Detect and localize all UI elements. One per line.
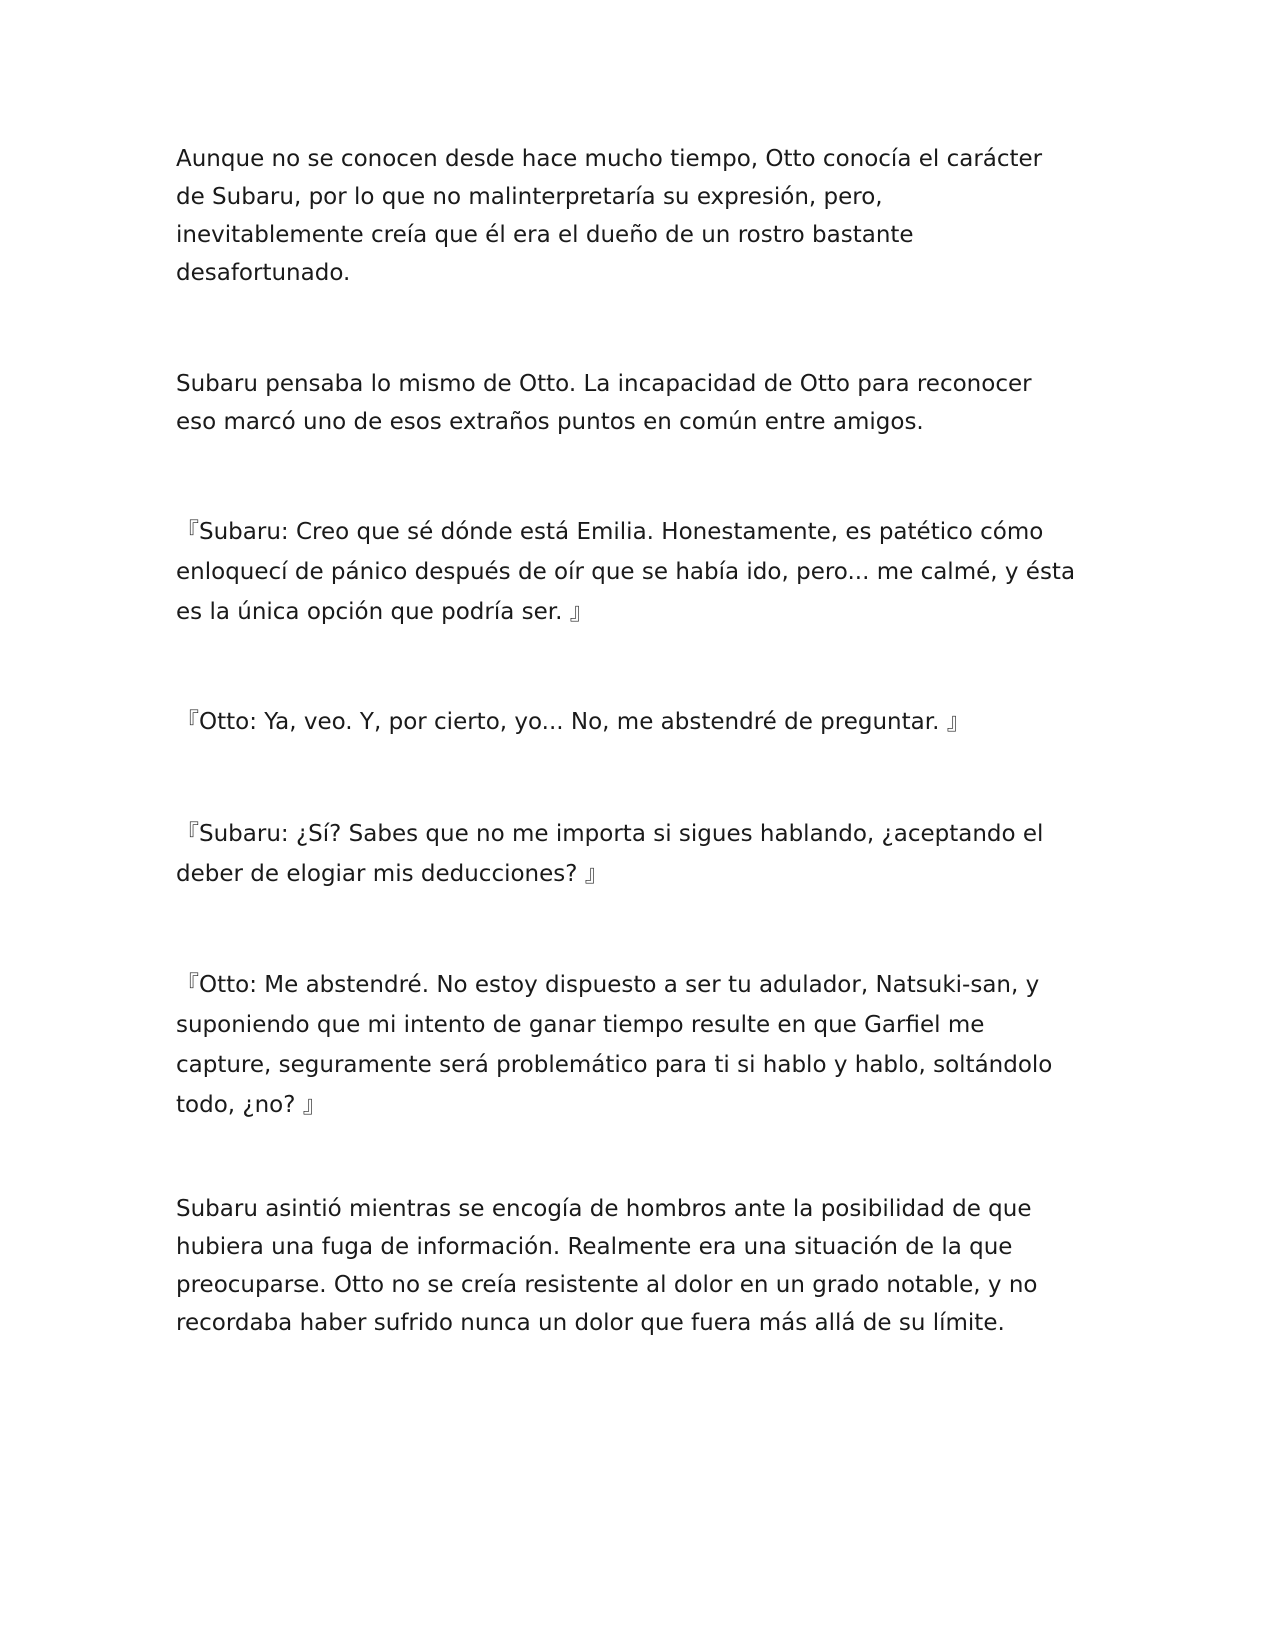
text-line: eso marcó uno de esos extraños puntos en común entre amigos. (176, 409, 924, 435)
text-line: inevitablemente creía que él era el dueño de un rostro bastante (176, 222, 914, 248)
text-line: preocuparse. Otto no se creía resistente al dolor en un grado notable, y no (176, 1272, 1038, 1298)
text-line: desafortunado. (176, 260, 351, 286)
dialogue-otto-2 (176, 965, 1106, 1125)
text-line: 『Subaru: ¿Sí? Sabes que no me importa si sigues hablando, ¿aceptando el (176, 821, 1044, 847)
text-line: Aunque no se conocen desde hace mucho tiempo, Otto conocía el carácter (176, 146, 1043, 172)
paragraph-2 (176, 365, 1106, 441)
text-line: recordaba haber sufrido nunca un dolor que fuera más allá de su límite. (176, 1310, 1005, 1336)
text-line: Subaru asintió mientras se encogía de hombros ante la posibilidad de que (176, 1196, 1032, 1222)
text-line: de Subaru, por lo que no malinterpretaría su expresión, pero, (176, 184, 883, 210)
paragraph-1 (176, 140, 1106, 292)
text-line: todo, ¿no? 』 (176, 1092, 326, 1118)
text-line: enloquecí de pánico después de oír que se había ido, pero... me calmé, y ésta (176, 559, 1076, 585)
paragraph-3 (176, 1190, 1106, 1342)
text-line: deber de elogiar mis deducciones? 』 (176, 861, 608, 887)
dialogue-subaru-1 (176, 512, 1106, 632)
text-line: Subaru pensaba lo mismo de Otto. La incapacidad de Otto para reconocer (176, 371, 1032, 397)
text-line: 『Subaru: Creo que sé dónde está Emilia. Honestamente, es patético cómo (176, 519, 1044, 545)
text-line: hubiera una fuga de información. Realmente era una situación de la que (176, 1234, 1013, 1260)
dialogue-otto-1 (176, 702, 1106, 742)
dialogue-subaru-2 (176, 814, 1106, 894)
text-line: es la única opción que podría ser. 』 (176, 599, 593, 625)
text-line: suponiendo que mi intento de ganar tiempo resulte en que Garfiel me (176, 1012, 985, 1038)
text-line: 『Otto: Me abstendré. No estoy dispuesto a ser tu adulador, Natsuki-san, y (176, 972, 1040, 998)
text-line: 『Otto: Ya, veo. Y, por cierto, yo... No, me abstendré de preguntar. 』 (176, 709, 970, 735)
text-line: capture, seguramente será problemático para ti si hablo y hablo, soltándolo (176, 1052, 1053, 1078)
